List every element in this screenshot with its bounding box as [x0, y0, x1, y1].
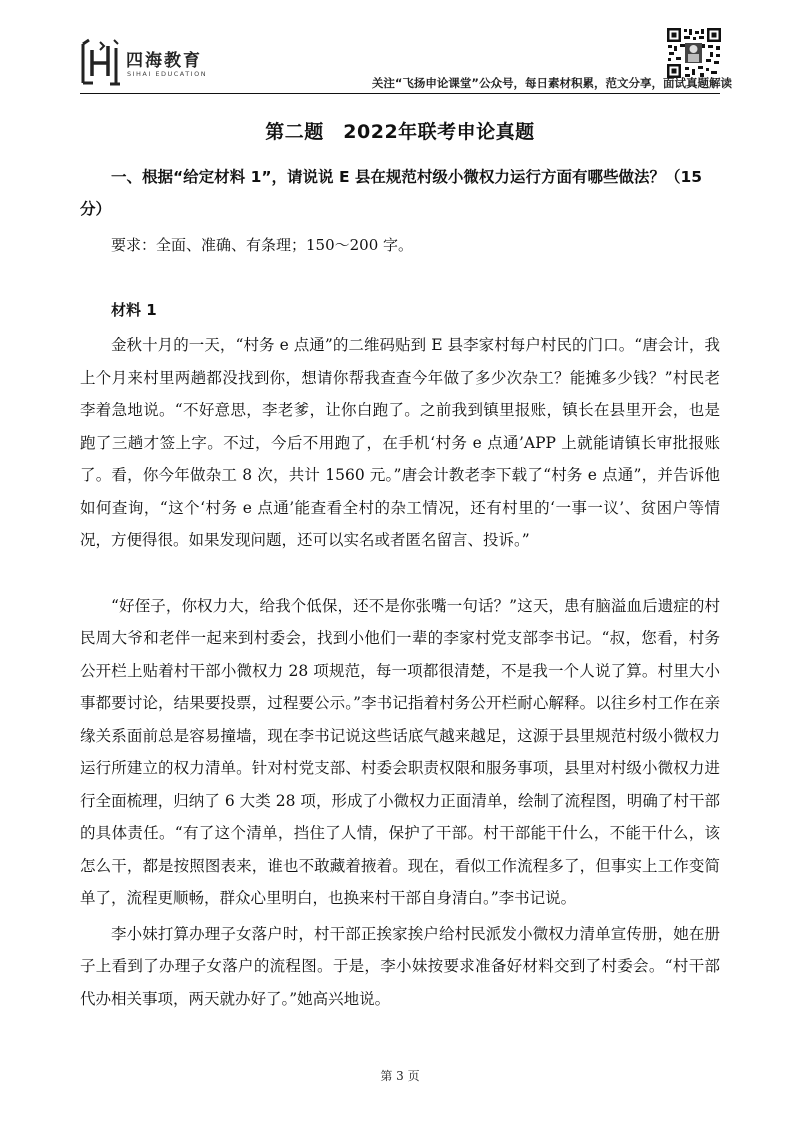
header-slogan: 关注“飞扬申论课堂”公众号，每日素材积累，范文分享，面试真题解读: [371, 76, 732, 90]
requirement: 要求：全面、准确、有条理；150～200 字。: [111, 236, 414, 254]
document-body: [80, 161, 720, 1015]
paragraph-3: 李小妹打算办理子女落户时，村干部正挨家挨户给村民派发小微权力清单宣传册，她在册子上看到了办理子女落户的流程图。于是，李小妹按要求准备好材料交到了村委会。“村干部代办相关事项，两天就办好了。”她高兴地说。: [80, 924, 720, 1008]
header-divider: [80, 93, 720, 94]
page-header: [0, 0, 800, 96]
paragraph-1: 金秋十月的一天，“村务 e 点通”的二维码贴到 E 县李家村每户村民的门口。“唐会计，我上个月来村里两趟都没找到你，想请你帮我查查今年做了多少次杂工？能摊多少钱？”村民老李着急地说。“不好意思，李老爹，让你白跑了。之前我到镇里报账，镇长在县里开会，也是跑了三趟才签上字。不过，今后不用跑了，在手机‘村务 e 点通’APP 上就能请镇长审批报账了。看，你今年做杂工 8 次，共计 1560 元。”唐会计教老李下载了“村务 e 点通”，并告诉他如何查询，“这个‘村务 e 点通’能查看全村的杂工情况，还有村里的‘一事一议’、贫困户等情况，方便得很。如果发现问题，还可以实名或者匿名留言、投诉。”: [80, 336, 720, 549]
logo-name: 四海教育: [126, 51, 202, 71]
logo-mark-icon: [80, 38, 124, 86]
material-label: 材料 1: [111, 301, 157, 319]
logo-subtitle: SIHAI EDUCATION: [127, 70, 208, 78]
page-title: 第二题 2022年联考申论真题: [265, 121, 535, 143]
paragraph-2: “好侄子，你权力大，给我个低保，还不是你张嘴一句话？”这天，患有脑溢血后遗症的村民周大爷和老伴一起来到村委会，找到小他们一辈的李家村党支部李书记。“叔，您看，村务公开栏上贴着村干部小微权力 28 项规范，每一项都很清楚，不是我一个人说了算。村里大小事都要讨论，结果要投票，过程要公示。”李书记指着村务公开栏耐心解释。以往乡村工作在亲缘关系面前总是容易撞墙，现在李书记说这些话底气越来越足，这源于县里规范村级小微权力运行所建立的权力清单。针对村党支部、村委会职责权限和服务事项，县里对村级小微权力进行全面梳理，归纳了 6 大类 28 项，形成了小微权力正面清单，绘制了流程图，明确了村干部的具体责任。“有了这个清单，挡住了人情，保护了干部。村干部能干什么，不能干什么，该怎么干，都是按照图表来，谁也不敢藏着掖着。现在，看似工作流程多了，但事实上工作变简单了，流程更顺畅，群众心里明白，也换来村干部自身清白。”李书记说。: [80, 596, 720, 907]
question: 一、根据“给定材料 1”，请说说 E 县在规范村级小微权力运行方面有哪些做法？（15 分）: [80, 168, 703, 218]
page-number: 第 3 页: [380, 1069, 420, 1083]
logo: [80, 38, 220, 86]
qr-code-icon: [666, 27, 722, 79]
